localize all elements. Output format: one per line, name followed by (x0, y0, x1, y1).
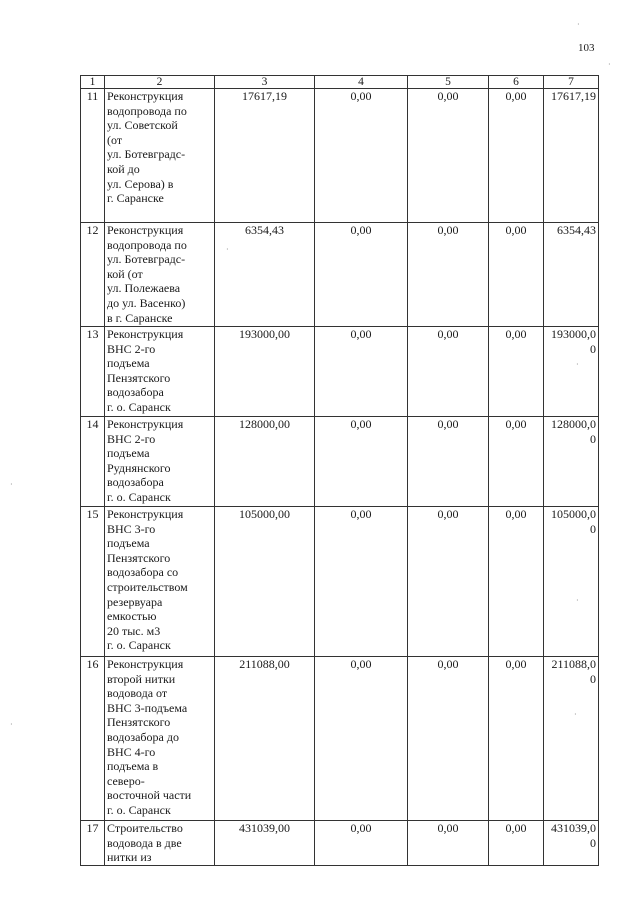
value-col7: 6354,43 (544, 223, 599, 327)
value-col3: 211088,00 (215, 657, 315, 821)
scan-speck: · (576, 360, 579, 369)
row-number: 14 (81, 417, 105, 507)
value-col3: 431039,00 (215, 821, 315, 866)
value-col5: 0,00 (408, 507, 489, 657)
table-row (81, 327, 599, 417)
object-name: Реконструкция второй нитки водовода от ВНС 3-подъема Пензятского водозабора до ВНС 4-го подъема в северо- восточной части г. о. Саранск (105, 657, 215, 821)
value-col6: 0,00 (489, 821, 544, 866)
value-col6: 0,00 (489, 507, 544, 657)
value-col5: 0,00 (408, 417, 489, 507)
column-header: 5 (408, 76, 489, 89)
scan-speck: · (576, 596, 579, 605)
object-name: Реконструкция ВНС 2-го подъема Руднянского водозабора г. о. Саранск (105, 417, 215, 507)
scan-speck: · (10, 480, 13, 489)
value-col4: 0,00 (315, 821, 408, 866)
scan-speck: · (10, 720, 13, 729)
row-number: 11 (81, 89, 105, 223)
value-col6: 0,00 (489, 417, 544, 507)
page-number: 103 (578, 42, 595, 54)
value-col4: 0,00 (315, 507, 408, 657)
table-row (81, 657, 599, 821)
column-header: 2 (105, 76, 215, 89)
value-col4: 0,00 (315, 89, 408, 223)
value-col4: 0,00 (315, 327, 408, 417)
column-header: 4 (315, 76, 408, 89)
value-col4: 0,00 (315, 657, 408, 821)
value-col5: 0,00 (408, 89, 489, 223)
value-col7: 431039,00 (544, 821, 599, 866)
object-name: Реконструкция ВНС 2-го подъема Пензятского водозабора г. о. Саранск (105, 327, 215, 417)
value-col3: 17617,19 (215, 89, 315, 223)
row-number: 16 (81, 657, 105, 821)
table-row (81, 89, 599, 223)
value-col7: 193000,00 (544, 327, 599, 417)
value-col6: 0,00 (489, 223, 544, 327)
column-header: 7 (544, 76, 599, 89)
row-number: 15 (81, 507, 105, 657)
row-number: 17 (81, 821, 105, 866)
table-row (81, 417, 599, 507)
object-name: Реконструкция водопровода по ул. Ботевградс- кой (от ул. Полежаева до ул. Васенко) в г. Саранске (105, 223, 215, 327)
investment-table (80, 75, 599, 866)
value-col6: 0,00 (489, 327, 544, 417)
table-row (81, 507, 599, 657)
column-header: 1 (81, 76, 105, 89)
value-col4: 0,00 (315, 223, 408, 327)
object-name: Реконструкция ВНС 3-го подъема Пензятского водозабора со строительством резервуара емкостью 20 тыс. м3 г. о. Саранск (105, 507, 215, 657)
value-col6: 0,00 (489, 89, 544, 223)
table-row (81, 821, 599, 866)
column-number-row (81, 76, 599, 89)
value-col3: 6354,43 (215, 223, 315, 327)
column-header: 3 (215, 76, 315, 89)
value-col7: 211088,00 (544, 657, 599, 821)
value-col4: 0,00 (315, 417, 408, 507)
row-number: 12 (81, 223, 105, 327)
value-col5: 0,00 (408, 327, 489, 417)
object-name: Строительство водовода в две нитки из (105, 821, 215, 866)
scan-speck: · (577, 20, 580, 29)
value-col3: 128000,00 (215, 417, 315, 507)
value-col7: 105000,00 (544, 507, 599, 657)
object-name: Реконструкция водопровода по ул. Советской (от ул. Ботевградс- кой до ул. Серова) в г. Саранске (105, 89, 215, 223)
table-row (81, 223, 599, 327)
row-number: 13 (81, 327, 105, 417)
scan-speck: · (608, 60, 611, 69)
value-col7: 17617,19 (544, 89, 599, 223)
value-col5: 0,00 (408, 657, 489, 821)
scan-speck: · (574, 710, 577, 719)
column-header: 6 (489, 76, 544, 89)
value-col3: 105000,00 (215, 507, 315, 657)
value-col7: 128000,00 (544, 417, 599, 507)
value-col5: 0,00 (408, 821, 489, 866)
value-col5: 0,00 (408, 223, 489, 327)
value-col3: 193000,00 (215, 327, 315, 417)
scan-speck: · (226, 245, 229, 254)
value-col6: 0,00 (489, 657, 544, 821)
